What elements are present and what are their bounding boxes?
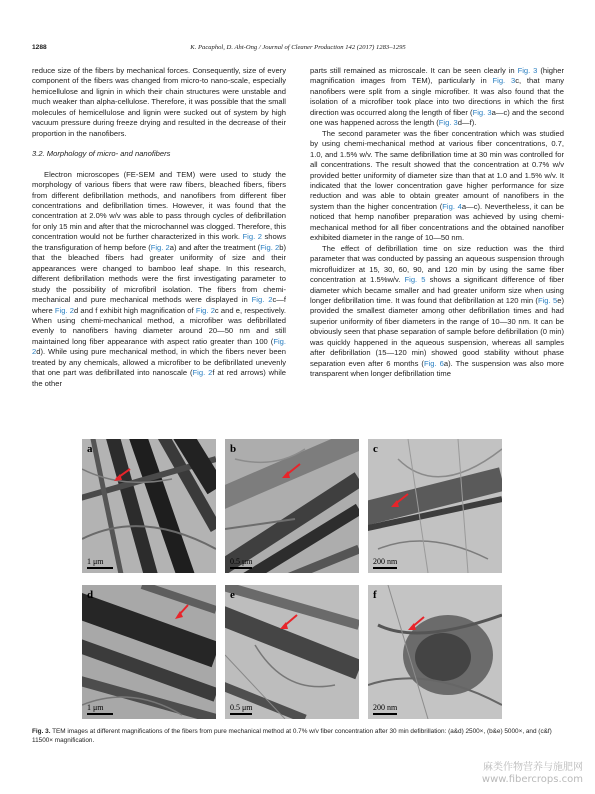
watermark-line-1: 麻类作物营养与施肥网 xyxy=(483,762,583,773)
caption-label: Fig. 3. xyxy=(32,728,51,735)
tem-panel-e xyxy=(225,585,359,719)
tem-image-d xyxy=(82,585,216,719)
fig-3c-link[interactable]: Fig. 3 xyxy=(492,76,516,86)
fig-2b-link[interactable]: Fig. 2 xyxy=(260,242,280,252)
fig-3df-link[interactable]: Fig. 3 xyxy=(438,118,458,128)
scale-bar-c: 200 nm xyxy=(373,557,397,569)
fig-5-link[interactable]: Fig. 5 xyxy=(404,275,426,285)
scale-bar-f: 200 nm xyxy=(373,703,397,715)
page-header xyxy=(32,44,564,56)
section-heading: 3.2. Morphology of micro- and nanofibers xyxy=(32,149,171,159)
tem-panel-c xyxy=(368,439,502,573)
paragraph-freeze-drying: reduce size of the fibers by mechanical forces. Consequently, size of every component of the fibers was changed from micro-to nano-scale, especially hemicellulose and lignin in which their chain structures were unstable and much weaker than alpha-cellulose. Therefore, it was possible that the small molecules of hemicellulose and lignin were sucked out of system by high vacuum pressure during freeze drying and resulted in the decrease of their proportion in the nanofibers. xyxy=(32,66,286,138)
running-header: K. Pacaphol, D. Aht-Ong / Journal of Cleaner Production 142 (2017) 1283–1295 xyxy=(190,44,406,51)
fig-2a-link[interactable]: Fig. 2 xyxy=(150,242,170,252)
page-number: 1288 xyxy=(32,44,47,51)
fig-5e-link[interactable]: Fig. 5 xyxy=(537,295,558,305)
scale-bar-d: 1 μm xyxy=(87,703,113,715)
tem-panel-d xyxy=(82,585,216,719)
fig-2d-link[interactable]: Fig. 2 xyxy=(54,305,74,315)
scale-bar-e: 0.5 μm xyxy=(230,703,253,715)
fig-2f-link[interactable]: Fig. 2 xyxy=(192,368,213,378)
fig-4-link[interactable]: Fig. 4 xyxy=(442,201,462,211)
figure-3-tem-grid xyxy=(82,439,502,720)
panel-label-f: f xyxy=(373,589,377,601)
scale-bar-b: 0.5 μm xyxy=(230,557,253,569)
panel-label-c: c xyxy=(373,443,378,455)
figure-caption xyxy=(32,727,564,745)
fig-2d-link-2[interactable]: Fig. 2 xyxy=(32,336,286,357)
panel-label-a: a xyxy=(87,443,93,455)
scale-bar-a: 1 μm xyxy=(87,557,113,569)
fig-2cf-link[interactable]: Fig. 2 xyxy=(251,295,273,305)
panel-label-e: e xyxy=(230,589,235,601)
fig-2-link[interactable]: Fig. 2 xyxy=(242,232,262,242)
tem-image-a xyxy=(82,439,216,573)
paragraph-defibrillation-time: The effect of defibrillation time on size reduction was the third parameter that was conducted by passing an aqueous suspension through microfluidizer at 15, 30, 60, 90, and 120 min by using the same fiber concentration at 1.5%w/v. Fig. 5 shows a significant difference of fiber diameter which became smaller and had greater uniform size when using longer defibrillation time. It was found that defibrillation at 120 min (Fig. 5e) provided the smallest diameter among other defibrillation times and had superior uniformity of fiber diameters in the range of 10—30 nm. It can be obviously seen that phase separation of sample before defibrillation (0 min) was quickly happened in the aqueous suspension, whereas all samples after defibrillation (15—120 min) showed good stability without phase separation even after 6 months (Fig. 6a). The suspension was also more transparent when longer defibrillation time xyxy=(310,243,565,379)
right-column xyxy=(310,66,564,380)
tem-image-f xyxy=(368,585,502,719)
tem-panel-a xyxy=(82,439,216,573)
fig-6a-link[interactable]: Fig. 6 xyxy=(423,358,444,368)
caption-text: TEM images at different magnifications of the fibers from pure mechanical method at 0.7% w/v fiber concentration after 30 min defibrillation: (a&d) 2500×, (b&e) 5000×, and (c&f) 11500× magnification. xyxy=(32,728,552,744)
panel-label-b: b xyxy=(230,443,237,455)
tem-panel-f xyxy=(368,585,502,719)
fig-3ac-link[interactable]: Fig. 3 xyxy=(472,107,492,117)
tem-image-e xyxy=(225,585,359,719)
paragraph-electron-microscopes: Electron microscopes (FE-SEM and TEM) were used to study the morphology of various fibers that were raw fibers, bleached fibers, fibers from different defibrillation methods, and nanofibers from different fiber concentrations and defibrillation times. However, it was found that the concentration at 2.0% w/v was able to pass through cycles of defibrillation for only 15 min and after that the microchannel was clogged. Therefore, this concentration would not be further characterized in this work. Fig. 2 shows the transfiguration of hemp before (Fig. 2a) and after the treatment (Fig. 2b) that the bleached fibers had greater uniformity of size and their appearances were changed to bamboo leaf shape. In this research, different defibrillation methods were the first investigating parameter to study the possibility of microfibril isolation. The fibers from chemi-mechanical and pure mechanical methods were displayed in Fig. 2c—f where Fig. 2d and f exhibit high magnification of Fig. 2c and e, respectively. When using chemi-mechanical method, a microfiber was defibrillated evenly to nanofibers having diameter around 20—50 nm and still maintained long fiber appearance with aspect ratio greater than 100 (Fig. 2d). While using pure mechanical method, in which the fibers never been treated by any chemicals, allowed a microfiber to be defibrillated unevenly that one part was defibrillated into nanoscale (Fig. 2f at red arrows) while the other xyxy=(32,169,286,388)
fig-2ce-link[interactable]: Fig. 2 xyxy=(195,305,215,315)
paragraph-fiber-concentration: The second parameter was the fiber concentration which was studied by using chemi-mechanical method at various fiber concentrations, 0.7, 1.0, and 1.5% w/v. The same defibrillation time at 30 min was controlled for all concentrations. The result showed that the concentration at 0.7% w/v provided better uniformity of diameter size than that at 1.0 and 1.5% w/v. It indicated that the lower concentration gave higher performance for size reduction and was able to obtain greater amount of nanofibers in the system than the higher concentration (Fig. 4a—c). Nevertheless, it can be noticed that hemp nanofiber preparation was achieved by using chemi-mechanical method for all fiber concentrations and the obtained nanofiber exhibited diameter in the range of 10—50 nm. xyxy=(310,128,564,243)
tem-panel-b xyxy=(225,439,359,573)
left-column xyxy=(32,66,286,389)
watermark xyxy=(482,762,583,786)
tem-image-c xyxy=(368,439,502,573)
fig-3-link[interactable]: Fig. 3 xyxy=(517,66,538,75)
tem-image-b xyxy=(225,439,359,573)
paragraph-microscale: parts still remained as microscale. It can be seen clearly in Fig. 3 (higher magnification images from TEM), particularly in Fig. 3c, that many nanofibers were split from a single microfiber. It was also found that the isolation of a microfiber took place into two directions in which the first direction was occurred along the length of fiber (Fig. 3a—c) and the second one was happened across the length (Fig. 3d—f). xyxy=(310,66,565,128)
watermark-line-2: www.fibercrops.com xyxy=(481,774,583,785)
panel-label-d: d xyxy=(87,589,94,601)
